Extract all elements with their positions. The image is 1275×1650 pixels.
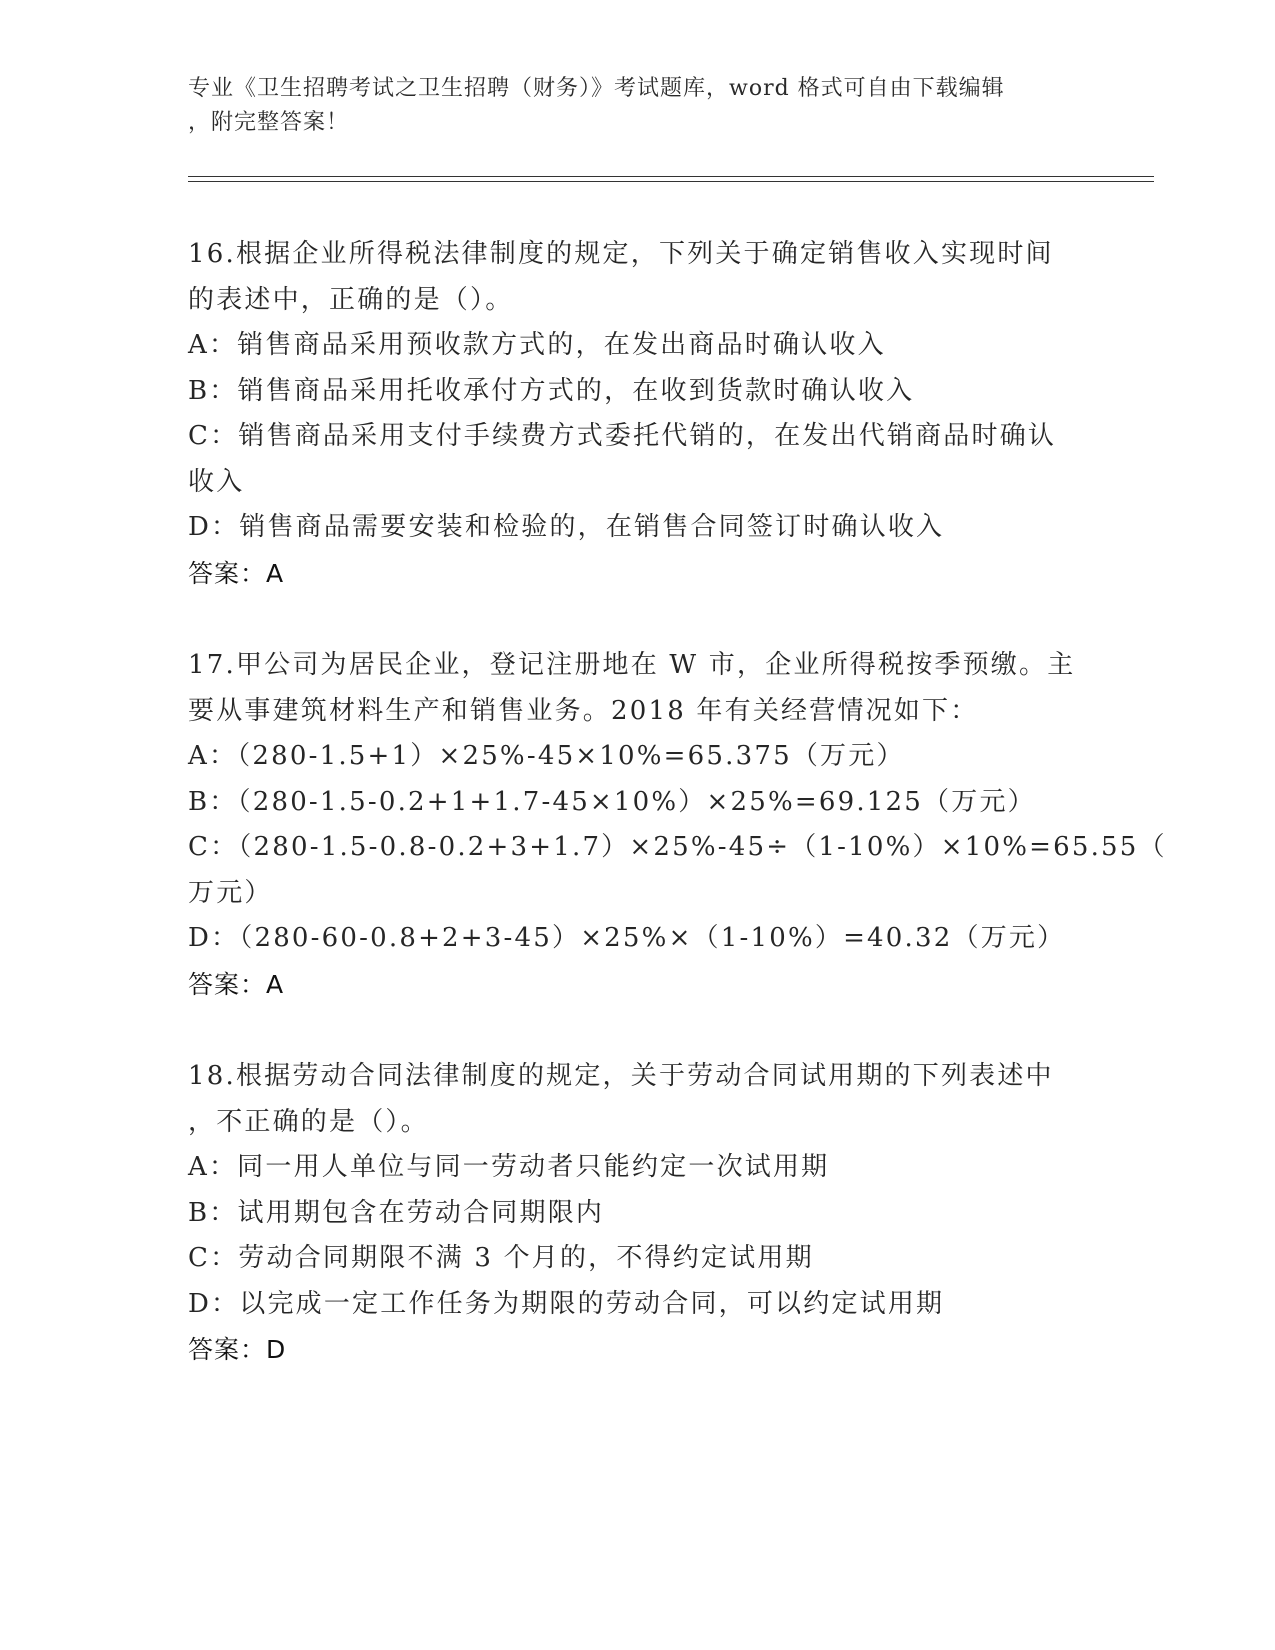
option-d: D：以完成一定工作任务为期限的劳动合同，可以约定试用期 [188, 1288, 945, 1319]
option-c-continued: 收入 [188, 466, 245, 497]
header-title-line-1: 专业《卫生招聘考试之卫生招聘（财务）》考试题库，word 格式可自由下载编辑 [188, 76, 1005, 101]
answer-label: 答案：A [188, 558, 285, 588]
option-d: D：销售商品需要安装和检验的，在销售合同签订时确认收入 [188, 512, 945, 542]
header-divider-bottom [188, 181, 1154, 182]
question-stem-line: ，不正确的是（）。 [188, 1106, 429, 1137]
question-16 [188, 232, 1088, 597]
question-18 [188, 1054, 1088, 1373]
option-c: C：劳动合同期限不满 3 个月的，不得约定试用期 [188, 1243, 814, 1273]
question-stem-line: 要从事建筑材料生产和销售业务。2018 年有关经营情况如下： [188, 695, 979, 726]
question-stem-line: 18.根据劳动合同法律制度的规定，关于劳动合同试用期的下列表述中 [188, 1061, 1054, 1091]
question-17 [188, 643, 1167, 1008]
option-a: A：（280-1.5+1）×25%-45×10%=65.375（万元） [188, 741, 905, 771]
option-d: D：（280-60-0.8+2+3-45）×25%×（1-10%）=40.32（万元） [188, 923, 1066, 953]
option-c-continued: 万元） [188, 877, 273, 908]
option-b: B：销售商品采用托收承付方式的，在收到货款时确认收入 [188, 375, 915, 406]
question-stem-line: 16.根据企业所得税法律制度的规定，下列关于确定销售收入实现时间 [188, 239, 1054, 269]
answer-label: 答案：A [188, 969, 285, 999]
header-title-line-2: ，附完整答案！ [188, 110, 350, 135]
question-stem-line: 17.甲公司为居民企业，登记注册地在 W 市，企业所得税按季预缴。主 [188, 650, 1076, 680]
option-b: B：（280-1.5-0.2+1+1.7-45×10%）×25%=69.125（万元） [188, 786, 1036, 817]
option-b: B：试用期包含在劳动合同期限内 [188, 1197, 605, 1228]
option-a: A：销售商品采用预收款方式的，在发出商品时确认收入 [188, 330, 886, 360]
option-a: A：同一用人单位与同一劳动者只能约定一次试用期 [188, 1152, 830, 1182]
header-divider-top [188, 176, 1154, 177]
document-header [188, 72, 1068, 140]
option-c: C：（280-1.5-0.8-0.2+3+1.7）×25%-45÷（1-10%）×10%=65.55（ [188, 832, 1167, 862]
answer-label: 答案：D [188, 1335, 287, 1364]
question-stem-line: 的表述中，正确的是（）。 [188, 284, 514, 315]
option-c: C：销售商品采用支付手续费方式委托代销的，在发出代销商品时确认 [188, 421, 1057, 451]
